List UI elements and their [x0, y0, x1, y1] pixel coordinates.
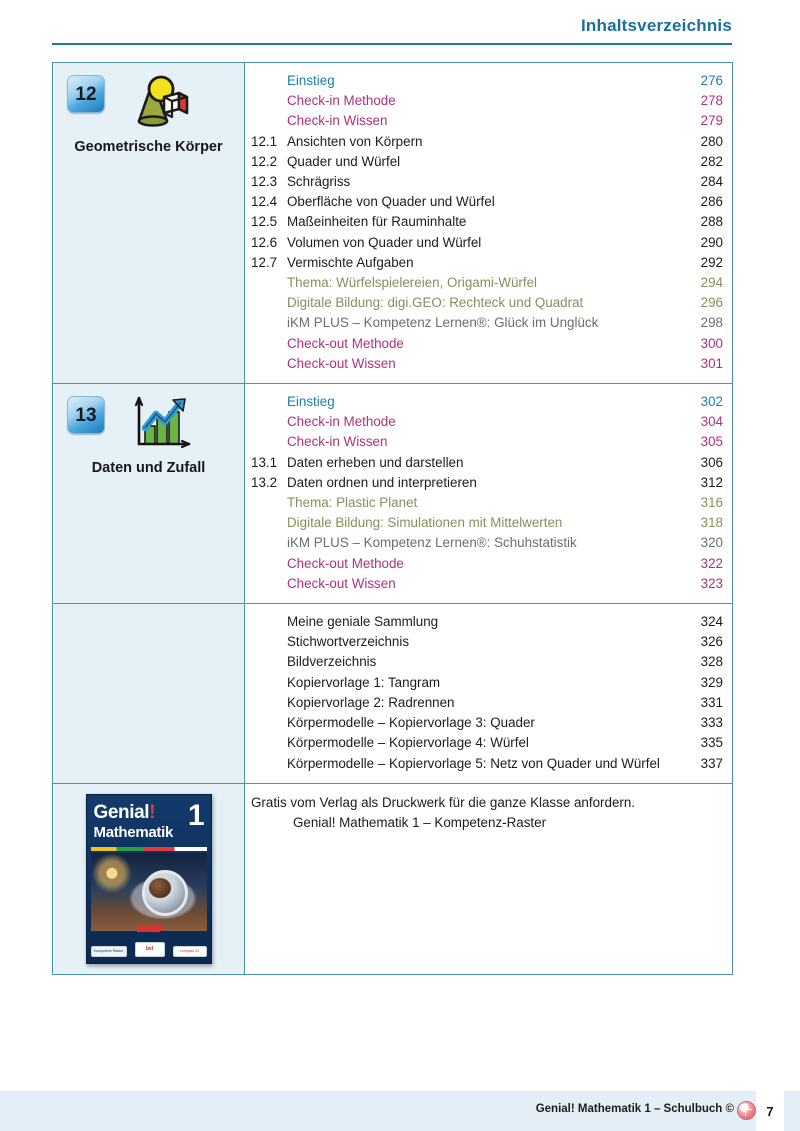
- book-cover-cell: [53, 784, 245, 974]
- toc-entry-page: 335: [700, 735, 723, 751]
- book-cover-volume: 1: [187, 798, 205, 832]
- book-cover-stripe: [91, 847, 207, 851]
- appendix-spacer-cell: [53, 604, 245, 783]
- page-header: [0, 0, 800, 46]
- badge-lehrplan: Lehrplan 23: [173, 946, 207, 956]
- toc-entry[interactable]: [245, 693, 723, 713]
- toc-entry-page: 301: [700, 355, 723, 371]
- toc-entry-number: 12.2: [251, 153, 278, 169]
- geometric-solids-icon: [123, 71, 195, 133]
- chapter-entries-13: [245, 384, 732, 603]
- toc-entry-page: 288: [700, 214, 723, 230]
- toc-entry[interactable]: [245, 132, 723, 152]
- toc-entry[interactable]: [245, 713, 723, 733]
- promo-text-cell: [245, 784, 732, 974]
- toc-entry-label: Volumen von Quader und Würfel: [287, 234, 482, 250]
- chapter-number-badge-13: 13: [67, 396, 105, 434]
- toc-entry-page: 331: [700, 694, 723, 710]
- toc-entry-number: 13.1: [251, 454, 278, 470]
- toc-entry-label: Ansichten von Körpern: [287, 133, 423, 149]
- toc-entry-label: Check-out Methode: [287, 335, 404, 351]
- toc-entry-label: Einstieg: [287, 394, 335, 410]
- toc-entry-number: 12.4: [251, 194, 278, 210]
- toc-entry-label: Check-in Wissen: [287, 434, 388, 450]
- toc-entry[interactable]: [245, 513, 723, 533]
- toc-entry-page: 302: [700, 394, 723, 410]
- toc-entry-page: 278: [700, 93, 723, 109]
- toc-entry-page: 290: [700, 234, 723, 250]
- book-title-exclaim: !: [149, 801, 156, 823]
- appendix-entries: [245, 604, 732, 783]
- toc-entry[interactable]: [245, 152, 723, 172]
- toc-entry-label: Körpermodelle – Kopiervorlage 3: Quader: [287, 715, 535, 731]
- toc-entry-label: Einstieg: [287, 73, 335, 88]
- toc-entry-page: 282: [700, 153, 723, 169]
- toc-entry[interactable]: [245, 473, 723, 493]
- toc-entry[interactable]: [245, 632, 723, 652]
- toc-entry-label: Schrägriss: [287, 174, 351, 190]
- footer-copyright: Genial! Mathematik 1 – Schulbuch ©: [535, 1103, 734, 1115]
- toc-entry-page: 306: [700, 454, 723, 470]
- promo-line-2: Genial! Mathematik 1 – Kompetenz-Raster: [293, 815, 547, 831]
- toc-entry[interactable]: [245, 432, 723, 452]
- toc-entry[interactable]: [245, 192, 723, 212]
- book-cover-title-line2: Mathematik: [93, 823, 174, 841]
- toc-entry[interactable]: [245, 172, 723, 192]
- toc-entry-number: 12.6: [251, 234, 278, 250]
- toc-entry-label: Digitale Bildung: digi.GEO: Rechteck und Quadrat: [287, 295, 584, 311]
- publisher-logo-icon: [737, 1101, 756, 1120]
- toc-entry-page: 337: [700, 755, 723, 771]
- toc-entry-page: 322: [700, 555, 723, 571]
- toc-entry-label: Daten erheben und darstellen: [287, 454, 464, 470]
- toc-entry-label: Oberfläche von Quader und Würfel: [287, 194, 495, 210]
- toc-entry-page: 304: [700, 414, 723, 430]
- appendix-row: [53, 604, 732, 784]
- toc-entry-label: Bildverzeichnis: [287, 654, 377, 670]
- chapter-row-12: [53, 63, 732, 384]
- toc-entry-page: 305: [700, 434, 723, 450]
- badge-bvl: bvl: [135, 942, 165, 956]
- toc-entry-number: 12.1: [251, 133, 278, 149]
- toc-entry[interactable]: [245, 392, 723, 412]
- toc-entry-label: Check-in Methode: [287, 93, 396, 109]
- toc-entry-page: 316: [700, 495, 723, 511]
- toc-entry[interactable]: [245, 673, 723, 693]
- toc-entry[interactable]: [245, 354, 723, 374]
- chapter-icon-area-13: [61, 396, 236, 454]
- toc-entry[interactable]: [245, 533, 723, 553]
- toc-entry-label: iKM PLUS – Kompetenz Lernen®: Schuhstatistik: [287, 535, 577, 551]
- toc-entry-number: 12.7: [251, 254, 278, 270]
- chapter-header-cell-12: [53, 63, 245, 383]
- toc-entry-label: Vermischte Aufgaben: [287, 254, 414, 270]
- toc-entry-page: 320: [700, 535, 723, 551]
- toc-entry-label: Körpermodelle – Kopiervorlage 5: Netz von Quader und Würfel: [287, 755, 660, 771]
- chapter-title-13: Daten und Zufall: [91, 460, 206, 477]
- toc-entry-page: 324: [700, 614, 723, 630]
- toc-entry[interactable]: [245, 233, 723, 253]
- book-cover-image: [86, 794, 212, 964]
- bar-chart-growth-icon: [123, 392, 195, 454]
- toc-entry-page: 276: [700, 73, 723, 88]
- toc-entry-number: 13.2: [251, 474, 278, 490]
- toc-entry[interactable]: [245, 612, 723, 632]
- toc-entry-page: 312: [700, 474, 723, 490]
- toc-entry-label: Stichwortverzeichnis: [287, 634, 410, 650]
- toc-entry-page: 323: [700, 575, 723, 591]
- toc-entry[interactable]: [245, 652, 723, 672]
- toc-entry[interactable]: [245, 754, 723, 774]
- toc-entry-page: 300: [700, 335, 723, 351]
- toc-entry-page: 294: [700, 275, 723, 291]
- toc-entry-label: Meine geniale Sammlung: [287, 614, 439, 630]
- toc-entry[interactable]: [245, 412, 723, 432]
- toc-entry-page: 280: [700, 133, 723, 149]
- toc-entry[interactable]: [245, 574, 723, 594]
- toc-entry-label: Thema: Plastic Planet: [287, 495, 418, 511]
- toc-entry-label: Check-in Wissen: [287, 113, 388, 129]
- toc-entry-number: 12.3: [251, 174, 278, 190]
- toc-entry-label: Quader und Würfel: [287, 153, 401, 169]
- page-title: Inhaltsverzeichnis: [581, 16, 732, 35]
- toc-table: [52, 62, 733, 975]
- toc-entry-label: iKM PLUS – Kompetenz Lernen®: Glück im Unglück: [287, 315, 599, 331]
- chapter-title-12: Geometrische Körper: [74, 139, 223, 155]
- toc-entry-label: Check-in Methode: [287, 414, 396, 430]
- toc-entry-label: Kopiervorlage 1: Tangram: [287, 674, 441, 690]
- toc-entry-page: 279: [700, 113, 723, 129]
- toc-entry[interactable]: [245, 733, 723, 753]
- header-divider: [52, 43, 732, 45]
- book-cover-badges: [91, 933, 207, 959]
- toc-entry[interactable]: [245, 253, 723, 273]
- chapter-entries-12: [245, 63, 732, 383]
- chapter-number-badge-12: 12: [67, 75, 105, 113]
- toc-entry[interactable]: [245, 273, 723, 293]
- toc-entry-label: Digitale Bildung: Simulationen mit Mittelwerten: [287, 515, 563, 531]
- toc-entry[interactable]: [245, 91, 723, 111]
- toc-entry-label: Check-out Wissen: [287, 575, 396, 591]
- toc-entry-label: Check-out Methode: [287, 555, 404, 571]
- book-title-genial: Genial: [93, 801, 150, 823]
- page-number: 7: [756, 1091, 784, 1131]
- toc-entry-label: Kopiervorlage 2: Radrennen: [287, 694, 455, 710]
- toc-entry-label: Daten ordnen und interpretieren: [287, 474, 477, 490]
- toc-entry-page: 292: [700, 254, 723, 270]
- chapter-header-cell-13: [53, 384, 245, 603]
- chapter-row-13: [53, 384, 732, 604]
- toc-entry-label: Maßeinheiten für Rauminhalte: [287, 214, 467, 230]
- toc-entry[interactable]: [245, 212, 723, 232]
- red-arrow-icon: [137, 925, 159, 932]
- toc-entry-page: 284: [700, 174, 723, 190]
- toc-entry[interactable]: [245, 554, 723, 574]
- toc-entry-page: 328: [700, 654, 723, 670]
- toc-entry[interactable]: [245, 493, 723, 513]
- page-footer: [0, 1091, 800, 1131]
- toc-entry-page: 296: [700, 295, 723, 311]
- chapter-icon-area-12: [61, 75, 236, 133]
- toc-entry-label: Körpermodelle – Kopiervorlage 4: Würfel: [287, 735, 529, 751]
- toc-entry-page: 329: [700, 674, 723, 690]
- badge-kompetenz-raster: Kompetenz Raster: [91, 946, 127, 956]
- toc-entry[interactable]: [245, 111, 723, 131]
- promo-row: [53, 784, 732, 974]
- toc-entry-page: 286: [700, 194, 723, 210]
- toc-entry-page: 318: [700, 515, 723, 531]
- toc-entry[interactable]: [245, 334, 723, 354]
- toc-entry-page: 326: [700, 634, 723, 650]
- toc-entry-label: Check-out Wissen: [287, 355, 396, 371]
- toc-entry[interactable]: [245, 313, 723, 333]
- promo-line-1: Gratis vom Verlag als Druckwerk für die ganze Klasse anfordern.: [251, 794, 636, 810]
- visor-shape: [149, 878, 171, 898]
- toc-entry-page: 298: [700, 315, 723, 331]
- toc-entry[interactable]: [245, 453, 723, 473]
- toc-entry-label: Thema: Würfelspielereien, Origami-Würfel: [287, 275, 538, 291]
- toc-entry-page: 333: [700, 715, 723, 731]
- toc-entry[interactable]: [245, 71, 723, 91]
- astronaut-photo: [91, 853, 207, 931]
- toc-entry-number: 12.5: [251, 214, 278, 230]
- toc-entry[interactable]: [245, 293, 723, 313]
